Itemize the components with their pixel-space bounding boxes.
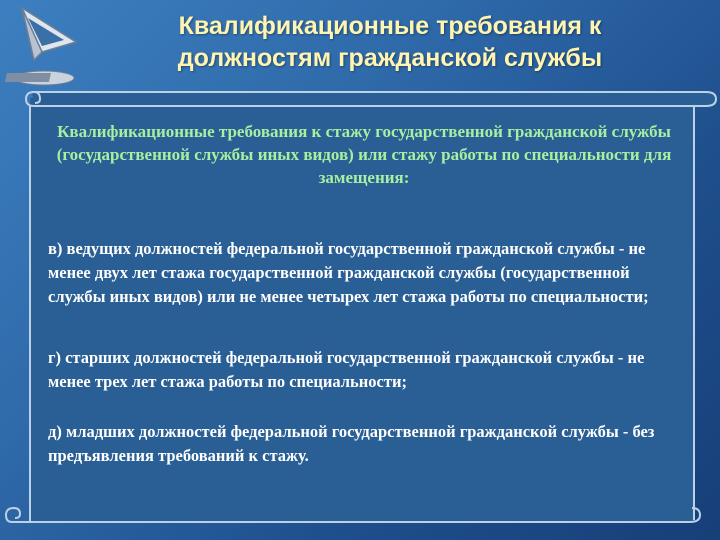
requirement-item-d: д) младших должностей федеральной государственной гражданской службы - без предъявления требований к стажу. <box>48 422 655 465</box>
slide-title: Квалификационные требования к должностям гражданской службы <box>177 12 603 72</box>
requirement-item-g: г) старших должностей федеральной государственной гражданской службы - не менее трех лет стажа работы по специальности; <box>48 348 645 391</box>
intro-text: Квалификационные требования к стажу государственной гражданской службы (государственной службы иных видов) или стажу работы по специальности для замещения: <box>56 122 672 187</box>
requirement-item-v: в) ведущих должностей федеральной государственной гражданской службы - не менее двух лет стажа государственной гражданской службы (государственной службы иных видов) или не менее четырех лет стажа работы по специальности; <box>48 239 649 306</box>
